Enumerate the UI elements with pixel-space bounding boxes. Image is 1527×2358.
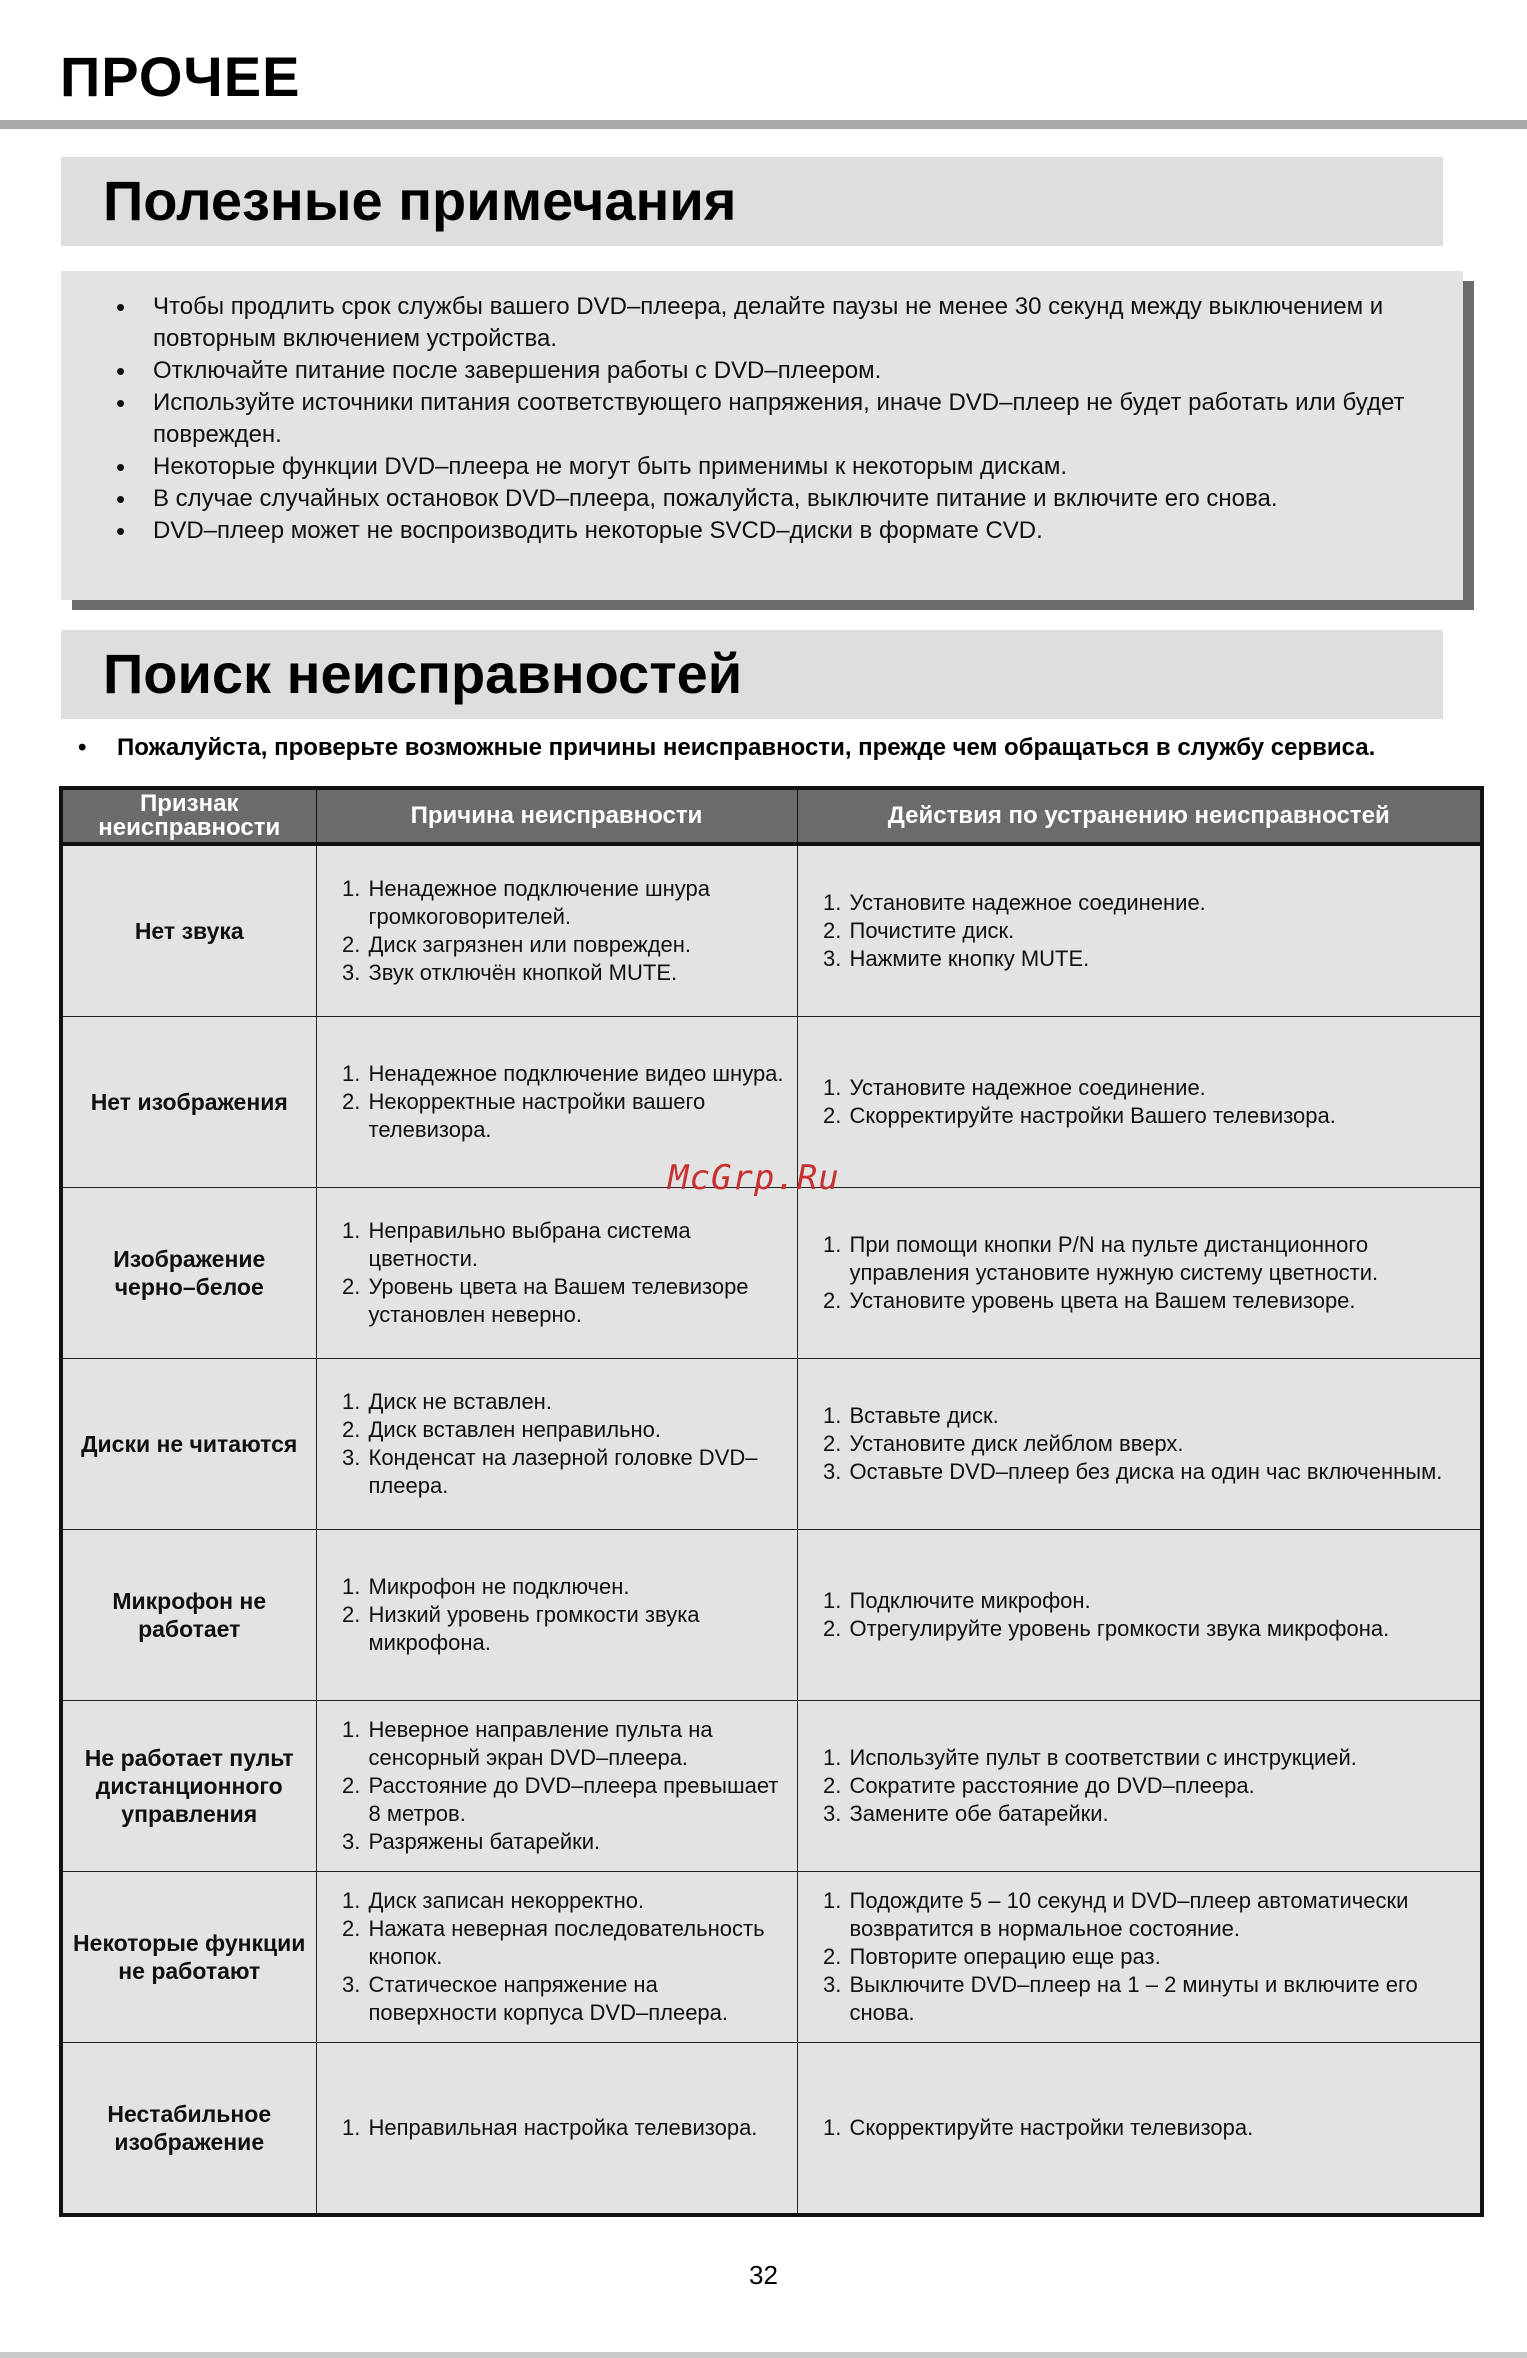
action-item: 2. Почистите диск. bbox=[848, 917, 1473, 945]
note-item: • Отключайте питание после завершения работы с DVD–плеером. bbox=[116, 355, 1448, 387]
table-row bbox=[61, 1188, 1482, 1359]
action-item: 1. Установите надежное соединение. bbox=[848, 889, 1473, 917]
note-item: • DVD–плеер может не воспроизводить некоторые SVCD–диски в формате CVD. bbox=[116, 515, 1448, 547]
symptom-cell: Изображение черно–белое bbox=[61, 1188, 316, 1359]
column-header-action: Действия по устранению неисправностей bbox=[797, 788, 1482, 844]
action-list bbox=[818, 2114, 1473, 2142]
cause-cell bbox=[316, 1359, 797, 1530]
bullet-icon: • bbox=[78, 734, 87, 761]
cause-list bbox=[337, 1887, 789, 2027]
action-cell bbox=[797, 1188, 1482, 1359]
cause-list bbox=[337, 1217, 789, 1329]
cause-list bbox=[337, 1716, 789, 1856]
action-item: 3. Оставьте DVD–плеер без диска на один час включенным. bbox=[848, 1458, 1473, 1486]
action-item: 1. Вставьте диск. bbox=[848, 1402, 1473, 1430]
cause-cell bbox=[316, 1188, 797, 1359]
action-cell bbox=[797, 2043, 1482, 2216]
cause-cell bbox=[316, 1872, 797, 2043]
troubleshooting-table bbox=[59, 786, 1484, 2217]
troubleshooting-intro-text: Пожалуйста, проверьте возможные причины неисправности, прежде чем обращаться в службу сервиса. bbox=[117, 734, 1376, 761]
table-body bbox=[61, 844, 1482, 2215]
action-cell bbox=[797, 1017, 1482, 1188]
table-row bbox=[61, 1359, 1482, 1530]
cause-item: 2. Диск загрязнен или поврежден. bbox=[367, 931, 789, 959]
action-item: 1. При помощи кнопки P/N на пульте дистанционного управления установите нужную систему цветности. bbox=[848, 1231, 1473, 1287]
note-item: • Некоторые функции DVD–плеера не могут быть применимы к некоторым дискам. bbox=[116, 451, 1448, 483]
symptom-cell: Микрофон не работает bbox=[61, 1530, 316, 1701]
action-list bbox=[818, 1402, 1473, 1486]
cause-cell bbox=[316, 2043, 797, 2216]
watermark: McGrp.Ru bbox=[668, 1158, 840, 1198]
symptom-cell: Нестабильное изображение bbox=[61, 2043, 316, 2216]
action-item: 1. Подключите микрофон. bbox=[848, 1587, 1473, 1615]
cause-item: 2. Некорректные настройки вашего телевизора. bbox=[367, 1088, 789, 1144]
symptom-cell: Некоторые функции не работают bbox=[61, 1872, 316, 2043]
action-list bbox=[818, 1074, 1473, 1130]
notes-list bbox=[116, 271, 1448, 547]
cause-cell bbox=[316, 844, 797, 1017]
cause-list bbox=[337, 1388, 789, 1500]
cause-item: 1. Диск не вставлен. bbox=[367, 1388, 789, 1416]
table-row bbox=[61, 1872, 1482, 2043]
action-list bbox=[818, 1231, 1473, 1315]
cause-cell bbox=[316, 1530, 797, 1701]
cause-item: 3. Конденсат на лазерной головке DVD–плеера. bbox=[367, 1444, 789, 1500]
table-row bbox=[61, 2043, 1482, 2216]
troubleshooting-intro bbox=[78, 734, 1375, 762]
chapter-divider bbox=[0, 120, 1527, 129]
cause-item: 1. Неверное направление пульта на сенсорный экран DVD–плеера. bbox=[367, 1716, 789, 1772]
action-item: 2. Отрегулируйте уровень громкости звука микрофона. bbox=[848, 1615, 1473, 1643]
action-cell bbox=[797, 844, 1482, 1017]
action-cell bbox=[797, 1701, 1482, 1872]
action-item: 1. Подождите 5 – 10 секунд и DVD–плеер автоматически возвратится в нормальное состояние. bbox=[848, 1887, 1473, 1943]
cause-item: 3. Статическое напряжение на поверхности корпуса DVD–плеера. bbox=[367, 1971, 789, 2027]
cause-item: 1. Неправильно выбрана система цветности. bbox=[367, 1217, 789, 1273]
symptom-cell: Диски не читаются bbox=[61, 1359, 316, 1530]
action-cell bbox=[797, 1359, 1482, 1530]
symptom-cell: Не работает пульт дистанционного управления bbox=[61, 1701, 316, 1872]
bottom-divider bbox=[0, 2352, 1527, 2358]
page-number: 32 bbox=[749, 2260, 778, 2290]
action-item: 1. Используйте пульт в соответствии с инструкцией. bbox=[848, 1744, 1473, 1772]
action-list bbox=[818, 1887, 1473, 2027]
troubleshooting-section-title: Поиск неисправностей bbox=[103, 642, 743, 705]
action-item: 2. Скорректируйте настройки Вашего телевизора. bbox=[848, 1102, 1473, 1130]
chapter-title: ПРОЧЕЕ bbox=[60, 45, 301, 108]
cause-list bbox=[337, 1573, 789, 1657]
symptom-cell: Нет звука bbox=[61, 844, 316, 1017]
cause-cell bbox=[316, 1701, 797, 1872]
column-header-cause: Причина неисправности bbox=[316, 788, 797, 844]
table-header-row bbox=[61, 788, 1482, 844]
cause-item: 2. Нажата неверная последовательность кнопок. bbox=[367, 1915, 789, 1971]
symptom-cell: Нет изображения bbox=[61, 1017, 316, 1188]
cause-list bbox=[337, 2114, 789, 2142]
action-item: 1. Скорректируйте настройки телевизора. bbox=[848, 2114, 1473, 2142]
cause-item: 1. Микрофон не подключен. bbox=[367, 1573, 789, 1601]
action-item: 2. Сократите расстояние до DVD–плеера. bbox=[848, 1772, 1473, 1800]
cause-item: 1. Ненадежное подключение видео шнура. bbox=[367, 1060, 789, 1088]
action-item: 1. Установите надежное соединение. bbox=[848, 1074, 1473, 1102]
table-row bbox=[61, 844, 1482, 1017]
cause-item: 2. Уровень цвета на Вашем телевизоре установлен неверно. bbox=[367, 1273, 789, 1329]
note-item: • В случае случайных остановок DVD–плеера, пожалуйста, выключите питание и включите его снова. bbox=[116, 483, 1448, 515]
action-item: 3. Нажмите кнопку MUTE. bbox=[848, 945, 1473, 973]
action-list bbox=[818, 1744, 1473, 1828]
action-item: 2. Повторите операцию еще раз. bbox=[848, 1943, 1473, 1971]
column-header-symptom: Признак неисправности bbox=[61, 788, 316, 844]
cause-list bbox=[337, 1060, 789, 1144]
troubleshooting-section-header bbox=[61, 630, 1443, 719]
cause-list bbox=[337, 875, 789, 987]
notes-section-header bbox=[61, 157, 1443, 246]
note-item: • Чтобы продлить срок службы вашего DVD–плеера, делайте паузы не менее 30 секунд между выключением и повторным включением устройства. bbox=[116, 291, 1448, 355]
action-item: 2. Установите уровень цвета на Вашем телевизоре. bbox=[848, 1287, 1473, 1315]
table-row bbox=[61, 1530, 1482, 1701]
action-cell bbox=[797, 1530, 1482, 1701]
action-list bbox=[818, 889, 1473, 973]
action-item: 3. Выключите DVD–плеер на 1 – 2 минуты и включите его снова. bbox=[848, 1971, 1473, 2027]
cause-item: 1. Неправильная настройка телевизора. bbox=[367, 2114, 789, 2142]
cause-item: 1. Ненадежное подключение шнура громкоговорителей. bbox=[367, 875, 789, 931]
notes-box bbox=[61, 271, 1463, 600]
cause-item: 2. Диск вставлен неправильно. bbox=[367, 1416, 789, 1444]
cause-item: 3. Разряжены батарейки. bbox=[367, 1828, 789, 1856]
cause-item: 1. Диск записан некорректно. bbox=[367, 1887, 789, 1915]
notes-section-title: Полезные примечания bbox=[103, 169, 737, 232]
cause-item: 3. Звук отключён кнопкой MUTE. bbox=[367, 959, 789, 987]
table-row bbox=[61, 1701, 1482, 1872]
note-item: • Используйте источники питания соответствующего напряжения, иначе DVD–плеер не будет работать или будет поврежден. bbox=[116, 387, 1448, 451]
cause-item: 2. Низкий уровень громкости звука микрофона. bbox=[367, 1601, 789, 1657]
cause-item: 2. Расстояние до DVD–плеера превышает 8 метров. bbox=[367, 1772, 789, 1828]
action-cell bbox=[797, 1872, 1482, 2043]
action-list bbox=[818, 1587, 1473, 1643]
action-item: 3. Замените обе батарейки. bbox=[848, 1800, 1473, 1828]
action-item: 2. Установите диск лейблом вверх. bbox=[848, 1430, 1473, 1458]
